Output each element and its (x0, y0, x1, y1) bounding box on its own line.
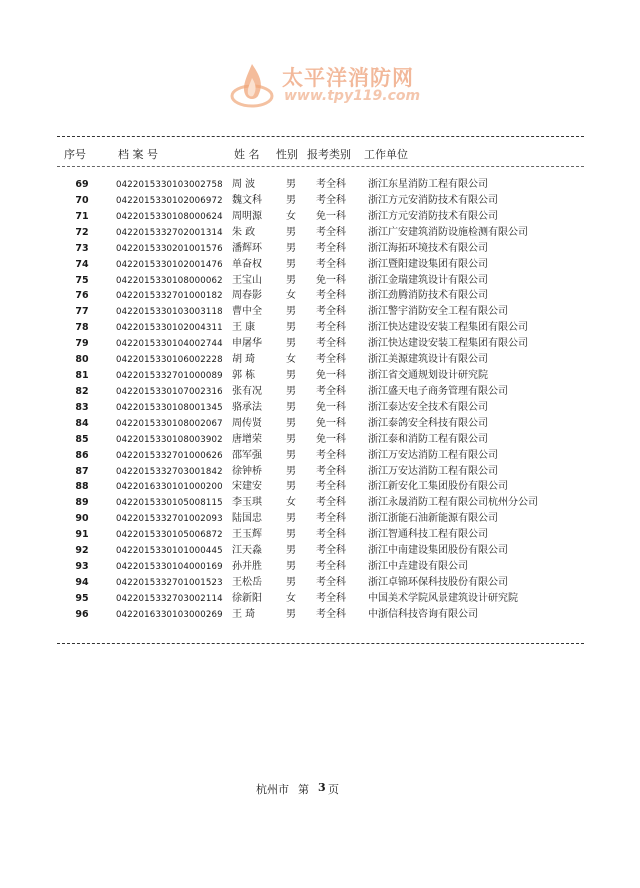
table-row (0, 575, 640, 591)
row-work-unit: 浙江金瑞建筑设计有限公司 (368, 274, 488, 286)
row-work-unit: 浙江方元安消防技术有限公司 (368, 194, 498, 206)
row-sex: 男 (286, 577, 296, 588)
row-number: 90 (75, 513, 89, 525)
row-exam-type: 免一科 (316, 417, 346, 429)
row-number: 73 (75, 242, 89, 254)
row-name: 张有况 (232, 385, 262, 397)
footer-page-unit: 页 (328, 783, 339, 796)
row-name: 唐增荣 (232, 433, 262, 445)
row-work-unit: 浙江警宇消防安全工程有限公司 (368, 306, 508, 318)
row-exam-type: 考全科 (316, 608, 346, 620)
row-file-number: 0422015330108000062 (116, 275, 223, 286)
row-number: 76 (75, 290, 89, 302)
row-number: 91 (75, 529, 89, 541)
row-sex: 男 (286, 194, 296, 206)
row-number: 69 (75, 179, 89, 190)
row-number: 77 (75, 306, 89, 318)
row-number: 78 (75, 322, 89, 334)
row-work-unit: 浙江浙能石油新能源有限公司 (368, 513, 498, 525)
row-exam-type: 免一科 (316, 401, 346, 413)
table-row (0, 559, 640, 575)
row-name: 王 琦 (232, 608, 256, 620)
row-number: 74 (75, 258, 89, 270)
table-row (0, 448, 640, 464)
table-row (0, 193, 640, 209)
row-sex: 男 (286, 513, 296, 525)
row-file-number: 0422015330102004311 (116, 323, 223, 334)
row-name: 邵军强 (232, 449, 262, 461)
row-name: 孙并胜 (232, 561, 262, 573)
watermark-url: www.tpy119.com (284, 88, 421, 104)
row-file-number: 0422015330108002067 (116, 418, 223, 429)
footer-city: 杭州市 (256, 783, 289, 796)
row-file-number: 0422015330104002744 (116, 339, 223, 350)
row-name: 胡 琦 (232, 354, 256, 366)
row-sex: 男 (286, 385, 296, 397)
row-number: 70 (75, 194, 89, 206)
row-file-number: 0422015332701000182 (116, 291, 223, 302)
row-sex: 男 (286, 179, 296, 190)
row-work-unit: 浙江永晟消防工程有限公司杭州分公司 (368, 497, 538, 509)
row-name: 郭 栋 (232, 370, 256, 382)
row-sex: 男 (286, 226, 296, 238)
row-name: 单奋权 (232, 258, 262, 270)
row-exam-type: 免一科 (316, 274, 346, 286)
row-exam-type: 考全科 (316, 179, 346, 190)
row-sex: 男 (286, 545, 296, 557)
row-sex: 男 (286, 242, 296, 254)
row-work-unit: 中浙信科技咨询有限公司 (368, 608, 478, 620)
table-row (0, 336, 640, 352)
row-sex: 女 (286, 354, 296, 366)
row-name: 朱 政 (232, 226, 256, 238)
row-exam-type: 考全科 (316, 449, 346, 461)
table-row (0, 257, 640, 273)
header-type: 报考类别 (307, 148, 351, 161)
row-file-number: 0422015332701002093 (116, 514, 223, 525)
row-work-unit: 浙江中南建设集团股份有限公司 (368, 545, 508, 557)
row-work-unit: 浙江劲腾消防技术有限公司 (368, 290, 488, 302)
row-sex: 女 (286, 497, 296, 509)
row-number: 93 (75, 561, 89, 573)
row-file-number: 0422016330101000200 (116, 482, 223, 493)
row-work-unit: 浙江快达建设安装工程集团有限公司 (368, 338, 528, 350)
row-exam-type: 考全科 (316, 529, 346, 541)
table-row (0, 479, 640, 495)
row-work-unit: 浙江快达建设安装工程集团有限公司 (368, 322, 528, 334)
row-sex: 女 (286, 210, 296, 222)
row-exam-type: 考全科 (316, 258, 346, 270)
row-file-number: 0422015330108001345 (116, 402, 223, 413)
row-exam-type: 免一科 (316, 370, 346, 382)
table-row (0, 591, 640, 607)
row-sex: 女 (286, 290, 296, 302)
row-work-unit: 浙江省交通规划设计研究院 (368, 370, 488, 382)
header-dashed-rule (57, 166, 584, 167)
row-number: 79 (75, 338, 89, 350)
row-file-number: 0422015330201001576 (116, 243, 223, 254)
table-row (0, 384, 640, 400)
footer-di: 第 (298, 783, 309, 796)
row-file-number: 0422015332703001842 (116, 466, 223, 477)
row-number: 92 (75, 545, 89, 557)
row-exam-type: 考全科 (316, 322, 346, 334)
table-row (0, 288, 640, 304)
table-row (0, 368, 640, 384)
row-file-number: 0422015330107002316 (116, 386, 223, 397)
row-file-number: 0422015332702001314 (116, 227, 223, 238)
row-number: 87 (75, 465, 89, 477)
row-number: 80 (75, 354, 89, 366)
header-sex: 性别 (276, 148, 298, 161)
row-name: 骆承法 (232, 401, 262, 413)
flame-icon (230, 60, 274, 108)
table-row (0, 209, 640, 225)
row-exam-type: 考全科 (316, 338, 346, 350)
row-name: 周 波 (232, 179, 256, 190)
row-name: 申屠华 (232, 338, 262, 350)
row-file-number: 0422015330105006872 (116, 530, 223, 541)
row-file-number: 0422015332701000626 (116, 450, 223, 461)
table-row (0, 543, 640, 559)
top-dashed-rule (57, 136, 584, 137)
row-exam-type: 考全科 (316, 465, 346, 477)
table-row (0, 511, 640, 527)
header-no: 序号 (64, 148, 86, 161)
table-row (0, 464, 640, 480)
table-row (0, 273, 640, 289)
table-row (0, 400, 640, 416)
row-number: 83 (75, 401, 89, 413)
row-sex: 男 (286, 465, 296, 477)
row-file-number: 0422015330104000169 (116, 562, 223, 573)
row-work-unit: 浙江盛天电子商务管理有限公司 (368, 385, 508, 397)
row-file-number: 0422015330103003118 (116, 307, 223, 318)
row-work-unit: 浙江美源建筑设计有限公司 (368, 354, 488, 366)
row-file-number: 0422016330103000269 (116, 609, 223, 620)
row-exam-type: 考全科 (316, 513, 346, 525)
footer-page-number: 3 (318, 781, 326, 794)
row-number: 88 (75, 481, 89, 493)
row-exam-type: 考全科 (316, 545, 346, 557)
row-file-number: 0422015332701000089 (116, 371, 223, 382)
row-number: 84 (75, 417, 89, 429)
row-work-unit: 浙江卓锦环保科技股份有限公司 (368, 577, 508, 588)
row-number: 72 (75, 226, 89, 238)
row-exam-type: 考全科 (316, 290, 346, 302)
row-sex: 男 (286, 306, 296, 318)
row-name: 王松岳 (232, 577, 262, 588)
row-work-unit: 浙江新安化工集团股份有限公司 (368, 481, 508, 493)
table-row (0, 320, 640, 336)
header-name: 姓 名 (234, 148, 260, 161)
row-name: 周传贤 (232, 417, 262, 429)
row-work-unit: 浙江泰鸽安全科技有限公司 (368, 417, 488, 429)
row-sex: 男 (286, 322, 296, 334)
row-file-number: 0422015330102001476 (116, 259, 223, 270)
row-exam-type: 考全科 (316, 242, 346, 254)
row-sex: 男 (286, 417, 296, 429)
row-exam-type: 考全科 (316, 497, 346, 509)
row-number: 86 (75, 449, 89, 461)
table-row (0, 432, 640, 448)
row-sex: 女 (286, 592, 296, 604)
row-file-number: 0422015330106002228 (116, 355, 223, 366)
table-row (0, 177, 640, 193)
row-file-number: 0422015330105008115 (116, 498, 223, 509)
row-exam-type: 考全科 (316, 561, 346, 573)
row-work-unit: 浙江中垚建设有限公司 (368, 561, 468, 573)
row-name: 曹中全 (232, 306, 262, 318)
row-name: 徐钟桥 (232, 465, 262, 477)
row-number: 71 (75, 210, 89, 222)
row-number: 85 (75, 433, 89, 445)
header-unit: 工作单位 (364, 148, 408, 161)
row-sex: 男 (286, 401, 296, 413)
row-exam-type: 免一科 (316, 433, 346, 445)
row-name: 潘辉环 (232, 242, 262, 254)
row-name: 周明源 (232, 210, 262, 222)
row-work-unit: 浙江方元安消防技术有限公司 (368, 210, 498, 222)
row-exam-type: 考全科 (316, 385, 346, 397)
table-row (0, 527, 640, 543)
header-file: 档 案 号 (118, 148, 158, 161)
table-row (0, 495, 640, 511)
row-number: 81 (75, 370, 89, 382)
row-work-unit: 浙江海拓环境技术有限公司 (368, 242, 488, 254)
row-work-unit: 浙江泰达安全技术有限公司 (368, 401, 488, 413)
row-file-number: 0422015330103002758 (116, 180, 223, 190)
row-name: 魏文科 (232, 194, 262, 206)
row-number: 94 (75, 577, 89, 588)
row-sex: 男 (286, 433, 296, 445)
watermark-title: 太平洋消防网 (282, 66, 414, 90)
row-name: 王玉辉 (232, 529, 262, 541)
row-work-unit: 浙江泰和消防工程有限公司 (368, 433, 488, 445)
table-row (0, 304, 640, 320)
row-file-number: 0422015330108000624 (116, 211, 223, 222)
row-sex: 男 (286, 370, 296, 382)
table-row (0, 241, 640, 257)
row-name: 李玉琪 (232, 497, 262, 509)
row-name: 宋建安 (232, 481, 262, 493)
row-work-unit: 浙江智通科技工程有限公司 (368, 529, 488, 541)
row-name: 周春影 (232, 290, 262, 302)
row-file-number: 0422015330108003902 (116, 434, 223, 445)
row-name: 王 康 (232, 322, 256, 334)
row-file-number: 0422015332701001523 (116, 578, 223, 588)
row-exam-type: 考全科 (316, 194, 346, 206)
row-sex: 男 (286, 608, 296, 620)
row-number: 95 (75, 592, 89, 604)
row-sex: 男 (286, 449, 296, 461)
row-file-number: 0422015330102006972 (116, 195, 223, 206)
row-exam-type: 考全科 (316, 592, 346, 604)
row-sex: 男 (286, 481, 296, 493)
table-row (0, 416, 640, 432)
row-exam-type: 考全科 (316, 226, 346, 238)
row-number: 89 (75, 497, 89, 509)
row-exam-type: 考全科 (316, 481, 346, 493)
row-file-number: 0422015330101000445 (116, 546, 223, 557)
row-name: 徐新阳 (232, 592, 262, 604)
row-name: 王宝山 (232, 274, 262, 286)
row-exam-type: 考全科 (316, 354, 346, 366)
row-sex: 男 (286, 561, 296, 573)
watermark-logo (230, 58, 440, 114)
row-work-unit: 中国美术学院风景建筑设计研究院 (368, 592, 518, 604)
bottom-dashed-rule (57, 643, 584, 644)
row-name: 陆国忠 (232, 513, 262, 525)
row-exam-type: 考全科 (316, 306, 346, 318)
row-work-unit: 浙江万安达消防工程有限公司 (368, 465, 498, 477)
row-sex: 男 (286, 529, 296, 541)
row-number: 82 (75, 385, 89, 397)
row-work-unit: 浙江万安达消防工程有限公司 (368, 449, 498, 461)
row-number: 75 (75, 274, 89, 286)
row-work-unit: 浙江东星消防工程有限公司 (368, 179, 488, 190)
row-exam-type: 考全科 (316, 577, 346, 588)
table-row (0, 225, 640, 241)
row-number: 96 (75, 608, 89, 620)
row-file-number: 0422015332703002114 (116, 593, 223, 604)
table-row (0, 352, 640, 368)
row-name: 江天淼 (232, 545, 262, 557)
row-sex: 男 (286, 338, 296, 350)
row-work-unit: 浙江暨阳建设集团有限公司 (368, 258, 488, 270)
row-work-unit: 浙江广安建筑消防设施检测有限公司 (368, 226, 528, 238)
row-sex: 男 (286, 258, 296, 270)
row-exam-type: 免一科 (316, 210, 346, 222)
row-sex: 男 (286, 274, 296, 286)
table-row (0, 607, 640, 623)
